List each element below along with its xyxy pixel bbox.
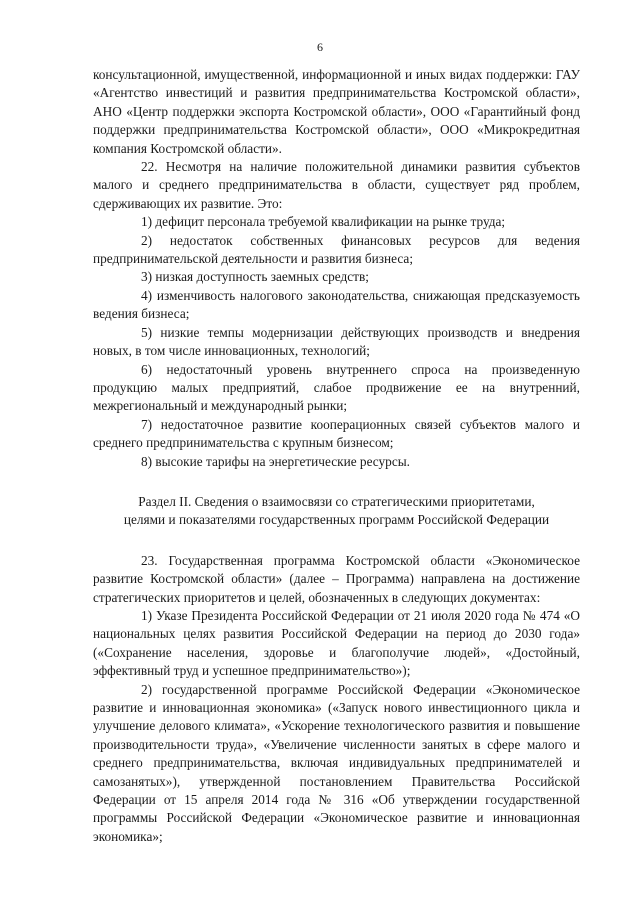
section-heading — [93, 493, 580, 530]
paragraph: 22. Несмотря на наличие положительной динамики развития субъектов малого и среднего предпринимательства в области, существует ряд проблем, сдерживающих их развитие. Это: — [93, 159, 580, 211]
section-heading-line-1: Раздел II. Сведения о взаимосвязи со стратегическими приоритетами, — [138, 493, 535, 509]
paragraph: 2) недостаток собственных финансовых ресурсов для ведения предпринимательской деятельности и развития бизнеса; — [93, 232, 580, 267]
paragraph: 1) дефицит персонала требуемой квалификации на рынке труда; — [141, 214, 506, 230]
paragraph: 5) низкие темпы модернизации действующих производств и внедрения новых, в том числе инновационных, технологий; — [93, 324, 580, 359]
paragraph: 7) недостаточное развитие кооперационных связей субъектов малого и среднего предпринимательства с крупным бизнесом; — [93, 416, 580, 451]
paragraph: консультационной, имущественной, информационной и иных видах поддержки: ГАУ «Агентство инвестиций и развития предпринимательства Костромской области», АНО «Центр поддержки экспорта Костромской области», ООО «Гарантийный фонд поддержки предпринимательства Костромской области», ООО «Микрокредитная компания Костромской области». — [93, 67, 580, 156]
paragraph: 2) государственной программе Российской Федерации «Экономическое развитие и инновационная экономика» («Запуск нового инвестиционного цикла и улучшение делового климата», «Ускорение технологического развития и повышение производительности труда», «Увеличение численности занятых в сфере малого и среднего предпринимательства, включая индивидуальных предпринимателей и самозанятых»), утвержденной постановлением Правительства Российской Федерации от 15 апреля 2014 года № 316 «Об утверждении государственной программы Российской Федерации «Экономическое развитие и инновационная экономика»; — [93, 681, 580, 844]
paragraph: 4) изменчивость налогового законодательства, снижающая предсказуемость ведения бизнеса; — [93, 287, 580, 322]
paragraph: 6) недостаточный уровень внутреннего спроса на произведенную продукцию малых предприятий, слабое продвижение ее на внутренний, межрегиональный и международный рынки; — [93, 361, 580, 414]
section-heading-line-2: целями и показателями государственных программ Российской Федерации — [123, 512, 550, 528]
page-number: 6 — [317, 40, 323, 54]
paragraphs-before-section — [93, 66, 580, 471]
paragraph: 8) высокие тарифы на энергетические ресурсы. — [141, 453, 410, 469]
paragraph: 3) низкая доступность заемных средств; — [141, 269, 369, 285]
paragraph: 23. Государственная программа Костромской области «Экономическое развитие Костромской области» (далее – Программа) направлена на достижение стратегических приоритетов и целей, обозначенных в следующих документах: — [93, 552, 580, 605]
paragraph: 1) Указе Президента Российской Федерации от 21 июля 2020 года № 474 «О национальных целях развития Российской Федерации на период до 2030 года» («Сохранение населения, здоровье и благополучие людей», «Достойный, эффективный труд и успешное предпринимательство»); — [93, 607, 580, 679]
document-body — [93, 66, 580, 846]
paragraphs-after-section — [93, 552, 580, 847]
